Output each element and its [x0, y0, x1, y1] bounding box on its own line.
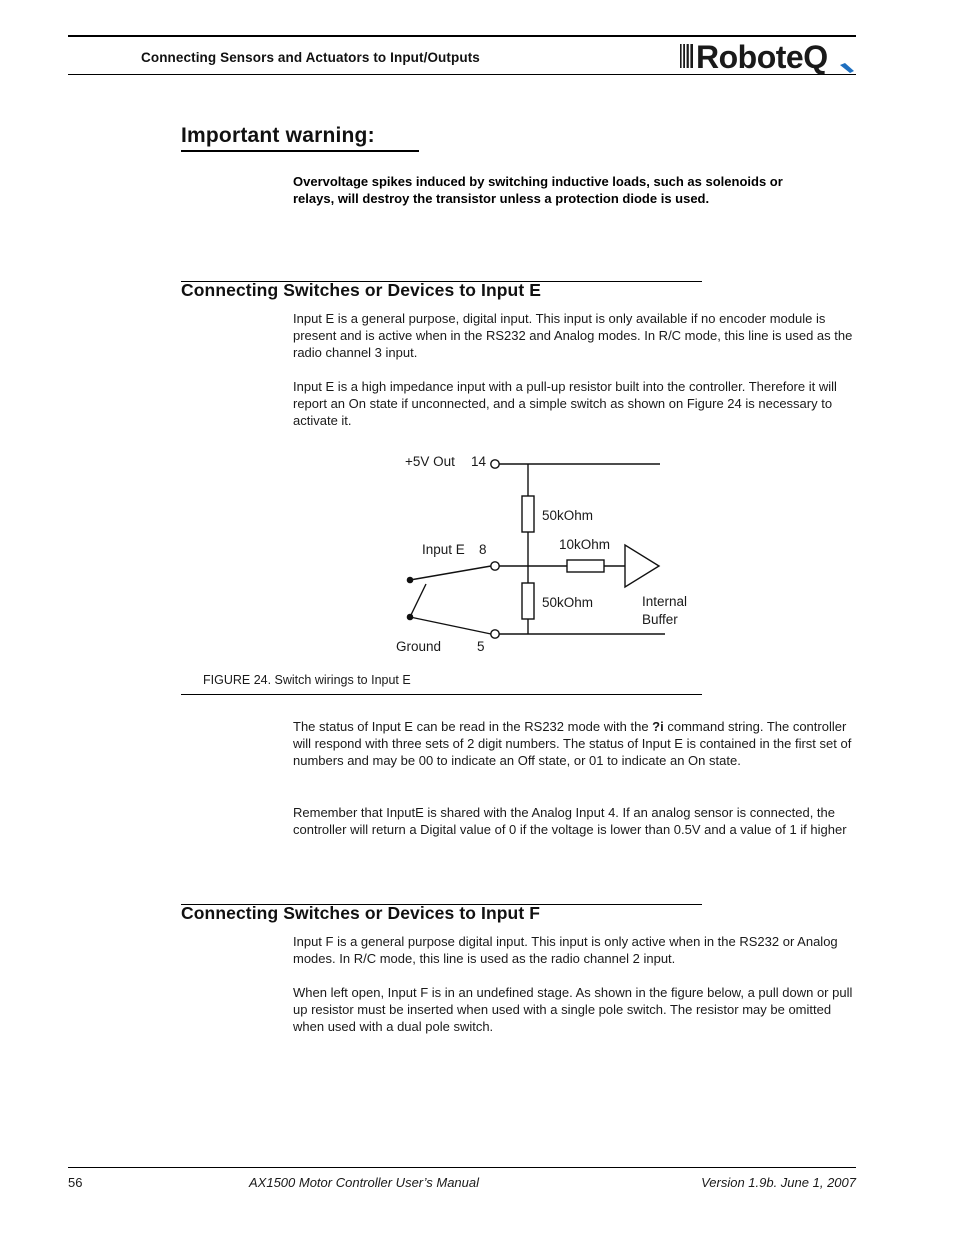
warning-text: Overvoltage spikes induced by switching inductive loads, such as solenoids or relays, will destroy the transistor unless a protection diode is used.	[293, 174, 783, 207]
para-3-text-before: The status of Input E can be read in the RS232 mode with the	[293, 719, 653, 734]
resistor-top-50k	[522, 496, 534, 532]
version-date: Version 1.9b. June 1, 2007	[701, 1175, 856, 1190]
warning-heading-underline	[181, 150, 419, 152]
label-resistor-top: 50kOhm	[542, 508, 594, 523]
section-e-para-1: Input E is a general purpose, digital input. This input is only available if no encoder module is present and is active when in the RS232 and Analog modes. In R/C mode, this line is used as the radio channel 3 input.	[293, 311, 853, 361]
page-number: 56	[68, 1175, 83, 1190]
label-ground: Ground	[396, 639, 442, 654]
terminal-5	[491, 630, 499, 638]
resistor-bottom-50k	[522, 583, 534, 619]
running-header-title: Connecting Sensors and Actuators to Input/Outputs	[141, 50, 480, 65]
switch-lever	[410, 584, 426, 617]
label-input-e: Input E	[422, 542, 465, 557]
switch-wire-top	[410, 566, 491, 580]
label-plus5v: +5V Out	[405, 454, 455, 469]
logo-wordmark: RoboteQ	[696, 39, 828, 75]
internal-buffer-symbol	[625, 545, 659, 587]
figure-caption-rule	[181, 694, 702, 695]
switch-wire-bottom	[410, 617, 491, 634]
section-f-para-2: When left open, Input F is in an undefined stage. As shown in the figure below, a pull down or pull up resistor must be inserted when used with a single pole switch. The resistor may be omitted when used with a dual pole switch.	[293, 985, 853, 1035]
header-top-rule	[68, 35, 856, 37]
para-3-text-after: command string. The controller will respond with three sets of 2 digit numbers. The status of Input E is contained in the first set of numbers and may be 00 to indicate an Off state, or 01 to indicate an On state.	[293, 719, 852, 769]
section-f-heading: Connecting Switches or Devices to Input F	[181, 903, 541, 923]
footer-rule	[68, 1167, 856, 1168]
label-buffer-line-2: Buffer	[642, 612, 678, 627]
section-e-para-4: Remember that InputE is shared with the Analog Input 4. If an analog sensor is connected, the controller will return a Digital value of 0 if the voltage is lower than 0.5V and a value of 1 if higher	[293, 805, 847, 838]
terminal-8	[491, 562, 499, 570]
section-f-para-1: Input F is a general purpose digital input. This input is only active when in the RS232 or Analog modes. In R/C mode, this line is used as the radio channel 2 input.	[293, 934, 838, 967]
warning-heading: Important warning:	[181, 124, 375, 147]
label-pin-8: 8	[479, 542, 487, 557]
resistor-series-10k	[567, 560, 604, 572]
section-e-para-2: Input E is a high impedance input with a pull-up resistor built into the controller. Therefore it will report an On state if unconnected, and a simple switch as shown on Figure 24 is necessary to activate it.	[293, 379, 837, 429]
label-buffer-line-1: Internal	[642, 594, 688, 609]
manual-title: AX1500 Motor Controller User’s Manual	[249, 1175, 480, 1190]
figure-caption: FIGURE 24. Switch wirings to Input E	[203, 673, 411, 687]
roboteq-logo	[680, 38, 856, 74]
rs232-command: ?i	[652, 719, 664, 734]
section-e-heading: Connecting Switches or Devices to Input E	[181, 280, 541, 300]
section-e-para-3	[293, 718, 858, 770]
label-resistor-series: 10kOhm	[559, 537, 611, 552]
label-pin-5: 5	[477, 639, 485, 654]
switch-wiring-diagram	[380, 445, 688, 665]
terminal-14	[491, 460, 499, 468]
label-pin-14: 14	[471, 454, 487, 469]
label-resistor-bottom: 50kOhm	[542, 595, 594, 610]
